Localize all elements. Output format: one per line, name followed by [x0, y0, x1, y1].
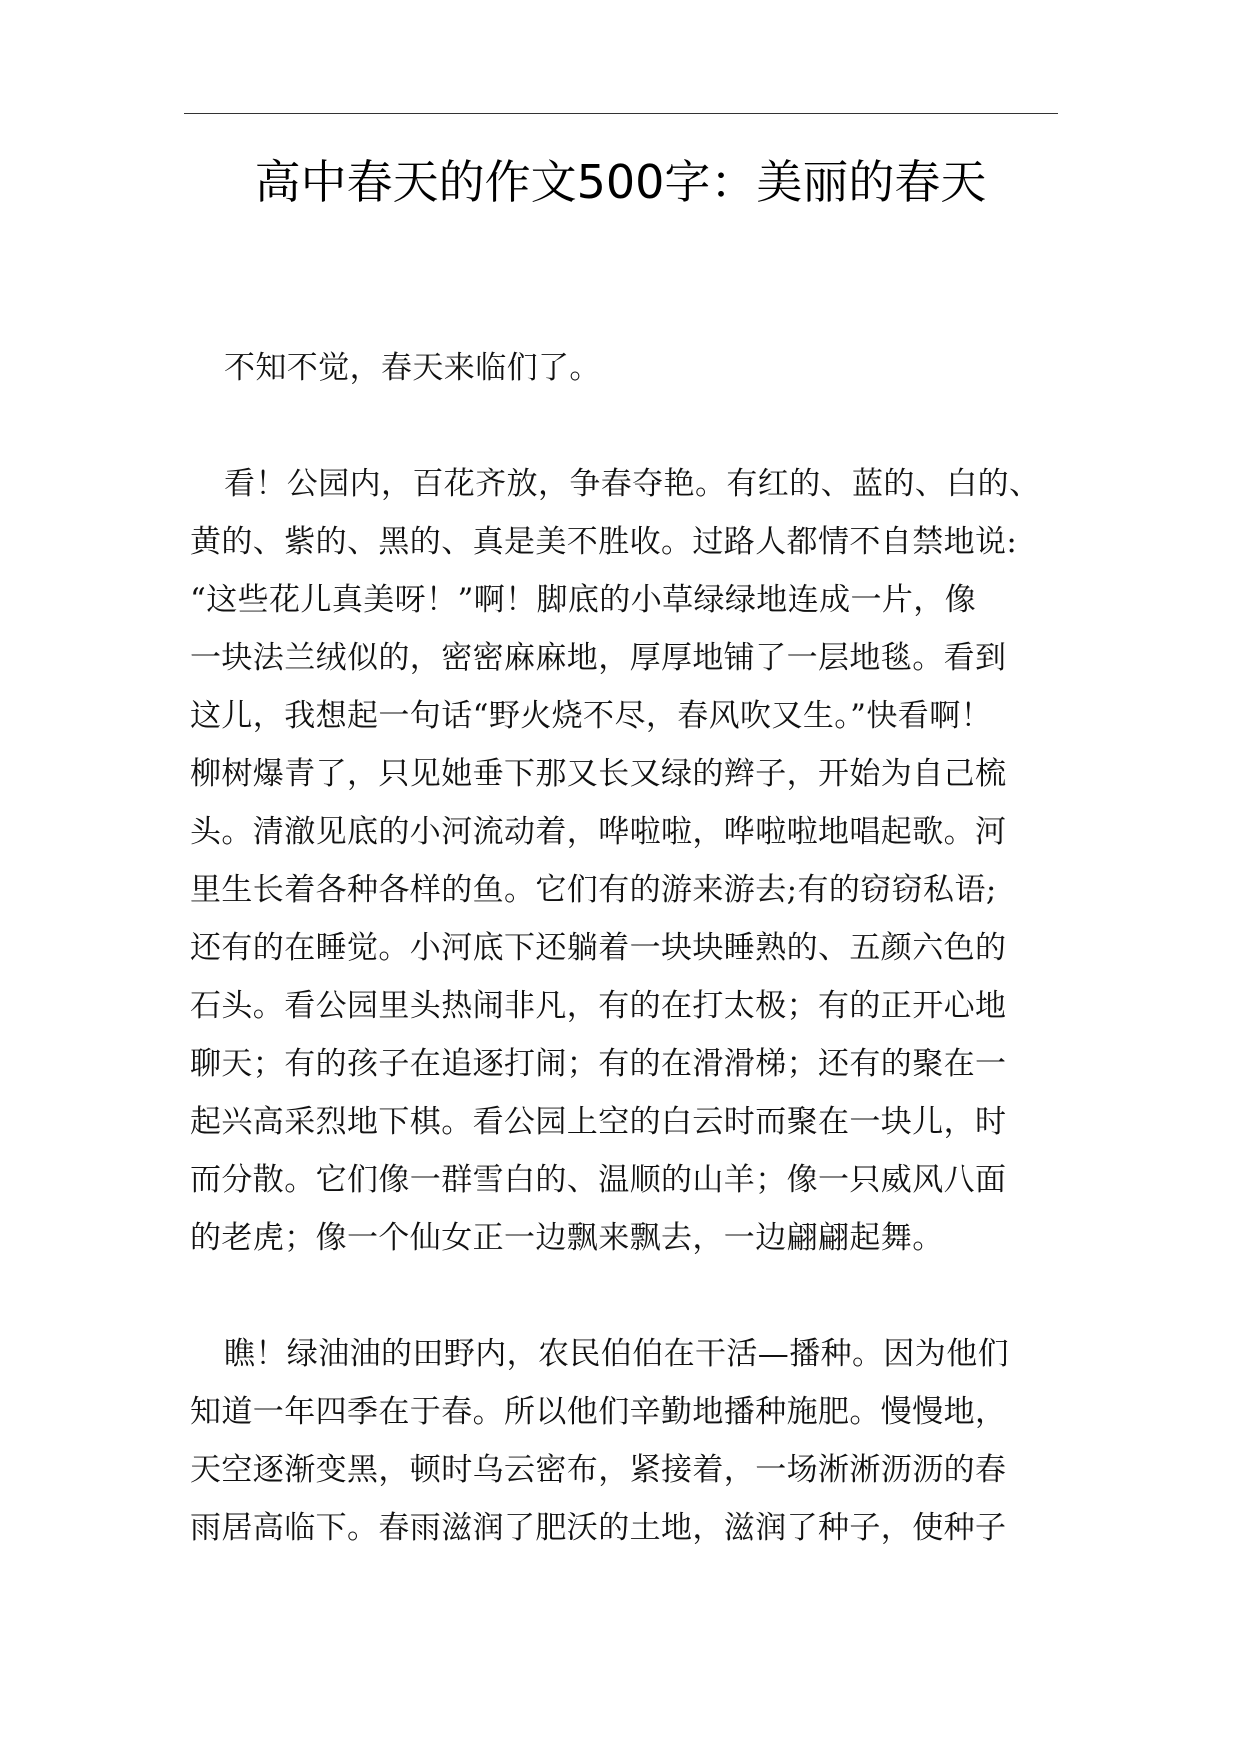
paragraph-2-line-8: 里生长着各种各样的鱼。它们有的游来游去;有的窃窃私语; [190, 872, 997, 908]
paragraph-3-line-4: 雨居高临下。春雨滋润了肥沃的土地，滋润了种子，使种子 [190, 1510, 1007, 1546]
paragraph-2-line-2: 黄的、紫的、黑的、真是美不胜收。过路人都情不自禁地说: [190, 524, 1018, 560]
paragraph-2-line-12: 起兴高采烈地下棋。看公园上空的白云时而聚在一块儿，时 [190, 1104, 1007, 1140]
paragraph-3-line-1: 瞧！绿油油的田野内，农民伯伯在干活—播种。因为他们 [224, 1336, 1009, 1372]
paragraph-2-line-7: 头。清澈见底的小河流动着，哗啦啦，哗啦啦地唱起歌。河 [190, 814, 1007, 850]
paragraph-2-line-14: 的老虎；像一个仙女正一边飘来飘去，一边翩翩起舞。 [190, 1220, 944, 1256]
paragraph-1-line-1: 不知不觉，春天来临们了。 [224, 350, 601, 386]
paragraph-3-line-2: 知道一年四季在于春。所以他们辛勤地播种施肥。慢慢地， [190, 1394, 1007, 1430]
paragraph-2-line-3: “这些花儿真美呀！”啊！脚底的小草绿绿地连成一片，像 [190, 582, 977, 618]
paragraph-2-line-10: 石头。看公园里头热闹非凡，有的在打太极；有的正开心地 [190, 988, 1007, 1024]
paragraph-2-line-1: 看！公园内，百花齐放，争春夺艳。有红的、蓝的、白的、 [224, 466, 1041, 502]
document-title: 高中春天的作文500字：美丽的春天 [254, 155, 987, 209]
paragraph-2-line-4: 一块法兰绒似的，密密麻麻地，厚厚地铺了一层地毯。看到 [190, 640, 1007, 676]
header-rule [184, 113, 1058, 114]
paragraph-2-line-5: 这儿，我想起一句话“野火烧不尽，春风吹又生。”快看啊！ [190, 698, 992, 734]
paragraph-2-line-11: 聊天；有的孩子在追逐打闹；有的在滑滑梯；还有的聚在一 [190, 1046, 1007, 1082]
paragraph-2-line-6: 柳树爆青了，只见她垂下那又长又绿的辫子，开始为自己梳 [190, 756, 1007, 792]
paragraph-2-line-13: 而分散。它们像一群雪白的、温顺的山羊；像一只威风八面 [190, 1162, 1007, 1198]
paragraph-2-line-9: 还有的在睡觉。小河底下还躺着一块块睡熟的、五颜六色的 [190, 930, 1007, 966]
paragraph-3-line-3: 天空逐渐变黑，顿时乌云密布，紧接着，一场淅淅沥沥的春 [190, 1452, 1007, 1488]
